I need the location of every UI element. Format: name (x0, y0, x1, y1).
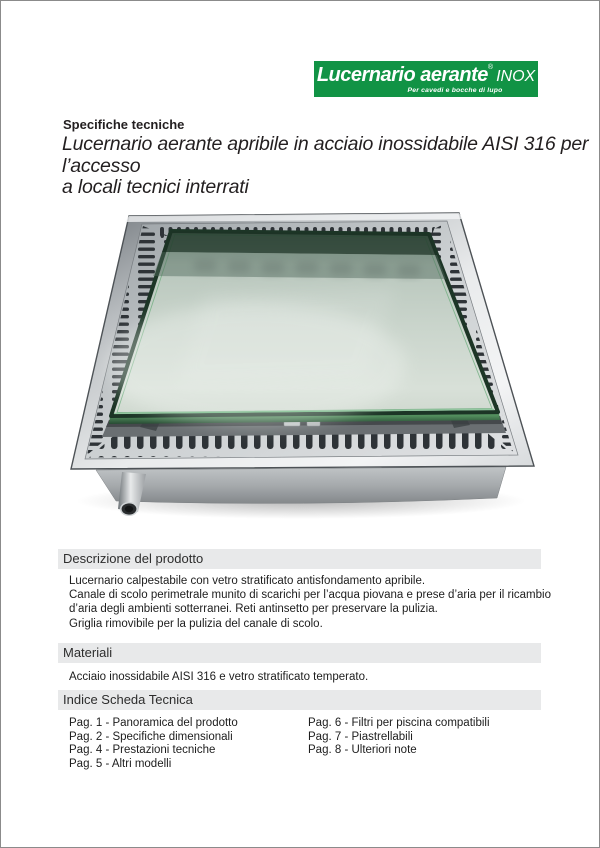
section-body-materiali (69, 670, 368, 684)
page-title-line1: Lucernario aerante apribile in acciaio inossidabile AISI 316 per l’accesso (62, 133, 589, 177)
section-title: Materiali (63, 645, 113, 660)
page-title-line2: a locali tecnici interrati (62, 176, 249, 198)
index-columns (69, 717, 541, 771)
drain-basin (96, 467, 506, 503)
section-kicker: Specifiche tecniche (63, 117, 185, 132)
index-item: Pag. 5 - Altri modelli (69, 757, 172, 770)
section-header-descrizione (58, 549, 541, 569)
brand-name: Lucernario aerante (316, 64, 488, 87)
brand-tagline: Per cavedi e bocche di lupo (407, 86, 503, 94)
index-item: Pag. 8 - Ulteriori note (308, 744, 417, 757)
body-line: Canale di scolo perimetrale munito di scarichi per l’acqua piovana e prese d’aria per il ricambio (69, 589, 551, 602)
section-title: Descrizione del prodotto (63, 551, 204, 566)
index-item: Pag. 6 - Filtri per piscina compatibili (308, 717, 490, 729)
index-item: Pag. 2 - Specifiche dimensionali (69, 730, 233, 743)
body-line: Acciaio inossidabile AISI 316 e vetro stratificato temperato. (69, 671, 369, 683)
section-header-materiali (58, 643, 541, 663)
index-item: Pag. 7 - Piastrellabili (308, 730, 413, 743)
index-item: Pag. 1 - Panoramica del prodotto (69, 717, 238, 729)
product-photo (56, 193, 546, 528)
index-column-left (69, 717, 308, 771)
section-header-indice (58, 690, 541, 710)
brand-logo-text (317, 65, 535, 85)
registered-trademark-symbol: ® (487, 64, 494, 72)
page-title (62, 134, 599, 199)
glass-sheen-diagonal (176, 287, 396, 385)
glass-far-reflection (162, 231, 437, 255)
brand-suffix: INOX (496, 68, 536, 86)
section-title: Indice Scheda Tecnica (63, 692, 193, 707)
body-line: Lucernario calpestabile con vetro stratificato antisfondamento apribile. (69, 575, 426, 587)
body-line: Griglia rimovibile per la pulizia del canale di scolo. (69, 617, 323, 630)
index-column-right (308, 717, 541, 771)
brand-logo (314, 61, 538, 97)
body-line: d’aria degli ambienti sotterranei. Reti antinsetto per preservare la pulizia. (69, 603, 438, 616)
index-item: Pag. 4 - Prestazioni tecniche (69, 744, 216, 757)
section-body-descrizione (69, 574, 551, 631)
